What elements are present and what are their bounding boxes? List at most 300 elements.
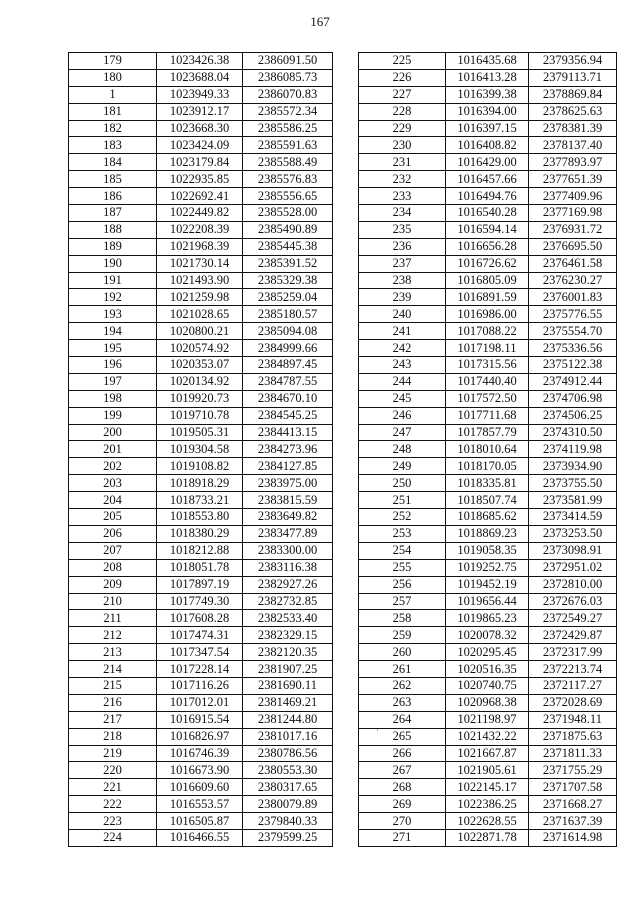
x-coordinate-cell: 1018051.78	[157, 559, 243, 576]
y-coordinate-cell: 2378625.63	[529, 103, 617, 120]
y-coordinate-cell: 2372951.02	[529, 559, 617, 576]
x-coordinate-cell: 1022935.85	[157, 171, 243, 188]
table-row	[359, 407, 617, 424]
y-coordinate-cell: 2381017.16	[243, 728, 333, 745]
y-coordinate-cell: 2372810.00	[529, 576, 617, 593]
y-coordinate-cell: 2375122.38	[529, 357, 617, 374]
point-number-cell: 267	[359, 762, 446, 779]
y-coordinate-cell: 2380079.89	[243, 796, 333, 813]
x-coordinate-cell: 1017012.01	[157, 694, 243, 711]
point-number-cell: 262	[359, 677, 446, 694]
x-coordinate-cell: 1016805.09	[446, 272, 529, 289]
x-coordinate-cell: 1023688.04	[157, 69, 243, 86]
x-coordinate-cell: 1022208.39	[157, 221, 243, 238]
table-row	[69, 711, 333, 728]
x-coordinate-cell: 1021667.87	[446, 745, 529, 762]
table-row	[69, 205, 333, 222]
y-coordinate-cell: 2371811.33	[529, 745, 617, 762]
y-coordinate-cell: 2379840.33	[243, 813, 333, 830]
point-number-cell: 244	[359, 373, 446, 390]
table-row	[359, 475, 617, 492]
x-coordinate-cell: 1016553.57	[157, 796, 243, 813]
x-coordinate-cell: 1023179.84	[157, 154, 243, 171]
table-row	[69, 103, 333, 120]
y-coordinate-cell: 2382533.40	[243, 610, 333, 627]
x-coordinate-cell: 1021259.98	[157, 289, 243, 306]
table-row	[359, 745, 617, 762]
y-coordinate-cell: 2383649.82	[243, 509, 333, 526]
y-coordinate-cell: 2385572.34	[243, 103, 333, 120]
y-coordinate-cell: 2372117.27	[529, 677, 617, 694]
point-number-cell: 251	[359, 492, 446, 509]
y-coordinate-cell: 2386070.83	[243, 86, 333, 103]
point-number-cell: 197	[69, 373, 157, 390]
point-number-cell: 249	[359, 458, 446, 475]
y-coordinate-cell: 2384127.85	[243, 458, 333, 475]
y-coordinate-cell: 2372028.69	[529, 694, 617, 711]
point-number-cell: 211	[69, 610, 157, 627]
y-coordinate-cell: 2383975.00	[243, 475, 333, 492]
y-coordinate-cell: 2373581.99	[529, 492, 617, 509]
y-coordinate-cell: 2383300.00	[243, 542, 333, 559]
x-coordinate-cell: 1016673.90	[157, 762, 243, 779]
y-coordinate-cell: 2385576.83	[243, 171, 333, 188]
table-row	[69, 779, 333, 796]
point-number-cell: 270	[359, 813, 446, 830]
table-row	[69, 221, 333, 238]
point-number-cell: 200	[69, 424, 157, 441]
table-row	[359, 525, 617, 542]
point-number-cell: 254	[359, 542, 446, 559]
y-coordinate-cell: 2376461.58	[529, 255, 617, 272]
x-coordinate-cell: 1016399.38	[446, 86, 529, 103]
point-number-cell: 235	[359, 221, 446, 238]
point-number-cell: 198	[69, 390, 157, 407]
point-number-cell: 184	[69, 154, 157, 171]
y-coordinate-cell: 2386085.73	[243, 69, 333, 86]
y-coordinate-cell: 2373414.59	[529, 509, 617, 526]
point-number-cell: 204	[69, 492, 157, 509]
point-number-cell: 245	[359, 390, 446, 407]
table-row	[359, 238, 617, 255]
y-coordinate-cell: 2376001.83	[529, 289, 617, 306]
table-row	[69, 120, 333, 137]
x-coordinate-cell: 1018380.29	[157, 525, 243, 542]
table-row	[69, 661, 333, 678]
x-coordinate-cell: 1021905.61	[446, 762, 529, 779]
x-coordinate-cell: 1019505.31	[157, 424, 243, 441]
point-number-cell: 225	[359, 53, 446, 70]
table-row	[359, 509, 617, 526]
x-coordinate-cell: 1023426.38	[157, 53, 243, 70]
x-coordinate-cell: 1022628.55	[446, 813, 529, 830]
x-coordinate-cell: 1023949.33	[157, 86, 243, 103]
y-coordinate-cell: 2385588.49	[243, 154, 333, 171]
point-number-cell: 218	[69, 728, 157, 745]
y-coordinate-cell: 2374119.98	[529, 441, 617, 458]
point-number-cell: 193	[69, 306, 157, 323]
x-coordinate-cell: 1017198.11	[446, 340, 529, 357]
table-row	[69, 644, 333, 661]
y-coordinate-cell: 2371614.98	[529, 829, 617, 846]
table-row	[359, 171, 617, 188]
table-row	[69, 53, 333, 70]
y-coordinate-cell: 2384413.15	[243, 424, 333, 441]
point-number-cell: 227	[359, 86, 446, 103]
y-coordinate-cell: 2384545.25	[243, 407, 333, 424]
x-coordinate-cell: 1016826.97	[157, 728, 243, 745]
table-row	[359, 340, 617, 357]
y-coordinate-cell: 2372429.87	[529, 627, 617, 644]
point-number-cell: 252	[359, 509, 446, 526]
y-coordinate-cell: 2385445.38	[243, 238, 333, 255]
table-row	[359, 779, 617, 796]
point-number-cell: 228	[359, 103, 446, 120]
point-number-cell: 268	[359, 779, 446, 796]
x-coordinate-cell: 1016435.68	[446, 53, 529, 70]
x-coordinate-cell: 1023912.17	[157, 103, 243, 120]
table-row	[359, 492, 617, 509]
point-number-cell: 222	[69, 796, 157, 813]
x-coordinate-cell: 1020574.92	[157, 340, 243, 357]
point-number-cell: 230	[359, 137, 446, 154]
table-row	[69, 137, 333, 154]
y-coordinate-cell: 2384670.10	[243, 390, 333, 407]
y-coordinate-cell: 2373934.90	[529, 458, 617, 475]
x-coordinate-cell: 1017572.50	[446, 390, 529, 407]
point-number-cell: 191	[69, 272, 157, 289]
point-number-cell: 243	[359, 357, 446, 374]
point-number-cell: 203	[69, 475, 157, 492]
x-coordinate-cell: 1022145.17	[446, 779, 529, 796]
point-number-cell: 260	[359, 644, 446, 661]
point-number-cell: 242	[359, 340, 446, 357]
x-coordinate-cell: 1019710.78	[157, 407, 243, 424]
y-coordinate-cell: 2375554.70	[529, 323, 617, 340]
table-row	[69, 306, 333, 323]
y-coordinate-cell: 2384787.55	[243, 373, 333, 390]
x-coordinate-cell: 1019656.44	[446, 593, 529, 610]
x-coordinate-cell: 1019452.19	[446, 576, 529, 593]
table-row	[69, 340, 333, 357]
table-row	[359, 373, 617, 390]
point-number-cell: 209	[69, 576, 157, 593]
y-coordinate-cell: 2385180.57	[243, 306, 333, 323]
y-coordinate-cell: 2385329.38	[243, 272, 333, 289]
point-number-cell: 195	[69, 340, 157, 357]
table-row	[359, 323, 617, 340]
table-row	[69, 593, 333, 610]
x-coordinate-cell: 1020134.92	[157, 373, 243, 390]
point-number-cell: 213	[69, 644, 157, 661]
y-coordinate-cell: 2375776.55	[529, 306, 617, 323]
point-number-cell: 189	[69, 238, 157, 255]
x-coordinate-cell: 1017088.22	[446, 323, 529, 340]
table-row	[69, 154, 333, 171]
point-number-cell: 238	[359, 272, 446, 289]
x-coordinate-cell: 1022386.25	[446, 796, 529, 813]
point-number-cell: 187	[69, 205, 157, 222]
table-row	[359, 644, 617, 661]
table-row	[69, 475, 333, 492]
x-coordinate-cell: 1020968.38	[446, 694, 529, 711]
table-row	[69, 69, 333, 86]
y-coordinate-cell: 2377409.96	[529, 188, 617, 205]
point-number-cell: 194	[69, 323, 157, 340]
y-coordinate-cell: 2376230.27	[529, 272, 617, 289]
x-coordinate-cell: 1018553.80	[157, 509, 243, 526]
point-number-cell: 231	[359, 154, 446, 171]
y-coordinate-cell: 2385259.04	[243, 289, 333, 306]
x-coordinate-cell: 1017347.54	[157, 644, 243, 661]
x-coordinate-cell: 1016413.28	[446, 69, 529, 86]
table-row	[359, 661, 617, 678]
x-coordinate-cell: 1018212.88	[157, 542, 243, 559]
y-coordinate-cell: 2371948.11	[529, 711, 617, 728]
y-coordinate-cell: 2377651.39	[529, 171, 617, 188]
stray-mark: ·	[376, 725, 379, 735]
y-coordinate-cell: 2373098.91	[529, 542, 617, 559]
x-coordinate-cell: 1018685.62	[446, 509, 529, 526]
point-number-cell: 257	[359, 593, 446, 610]
point-number-cell: 207	[69, 542, 157, 559]
table-row	[69, 357, 333, 374]
table-row	[69, 728, 333, 745]
y-coordinate-cell: 2374506.25	[529, 407, 617, 424]
point-number-cell: 226	[359, 69, 446, 86]
table-row	[359, 221, 617, 238]
y-coordinate-cell: 2384999.66	[243, 340, 333, 357]
y-coordinate-cell: 2373755.50	[529, 475, 617, 492]
x-coordinate-cell: 1020353.07	[157, 357, 243, 374]
x-coordinate-cell: 1022692.41	[157, 188, 243, 205]
point-number-cell: 266	[359, 745, 446, 762]
x-coordinate-cell: 1021432.22	[446, 728, 529, 745]
x-coordinate-cell: 1017440.40	[446, 373, 529, 390]
x-coordinate-cell: 1021028.65	[157, 306, 243, 323]
table-row	[69, 610, 333, 627]
x-coordinate-cell: 1016429.00	[446, 154, 529, 171]
point-number-cell: 182	[69, 120, 157, 137]
table-row	[69, 576, 333, 593]
x-coordinate-cell: 1016746.39	[157, 745, 243, 762]
table-row	[359, 711, 617, 728]
table-row	[69, 255, 333, 272]
table-row	[359, 441, 617, 458]
point-number-cell: 229	[359, 120, 446, 137]
point-number-cell: 259	[359, 627, 446, 644]
y-coordinate-cell: 2380553.30	[243, 762, 333, 779]
table-row	[69, 289, 333, 306]
x-coordinate-cell: 1018918.29	[157, 475, 243, 492]
table-row	[69, 407, 333, 424]
point-number-cell: 179	[69, 53, 157, 70]
y-coordinate-cell: 2373253.50	[529, 525, 617, 542]
y-coordinate-cell: 2383116.38	[243, 559, 333, 576]
y-coordinate-cell: 2382732.85	[243, 593, 333, 610]
y-coordinate-cell: 2372549.27	[529, 610, 617, 627]
table-row	[359, 796, 617, 813]
point-number-cell: 258	[359, 610, 446, 627]
x-coordinate-cell: 1017608.28	[157, 610, 243, 627]
x-coordinate-cell: 1020740.75	[446, 677, 529, 694]
x-coordinate-cell: 1016915.54	[157, 711, 243, 728]
table-row	[69, 796, 333, 813]
point-number-cell: 256	[359, 576, 446, 593]
point-number-cell: 223	[69, 813, 157, 830]
point-number-cell: 239	[359, 289, 446, 306]
point-number-cell: 220	[69, 762, 157, 779]
x-coordinate-cell: 1019865.23	[446, 610, 529, 627]
table-row	[359, 86, 617, 103]
table-row	[359, 813, 617, 830]
table-row	[359, 154, 617, 171]
x-coordinate-cell: 1017228.14	[157, 661, 243, 678]
y-coordinate-cell: 2379356.94	[529, 53, 617, 70]
x-coordinate-cell: 1020295.45	[446, 644, 529, 661]
point-number-cell: 181	[69, 103, 157, 120]
x-coordinate-cell: 1019252.75	[446, 559, 529, 576]
x-coordinate-cell: 1018733.21	[157, 492, 243, 509]
y-coordinate-cell: 2371755.29	[529, 762, 617, 779]
y-coordinate-cell: 2380317.65	[243, 779, 333, 796]
y-coordinate-cell: 2371668.27	[529, 796, 617, 813]
x-coordinate-cell: 1022871.78	[446, 829, 529, 846]
point-number-cell: 246	[359, 407, 446, 424]
table-row	[359, 255, 617, 272]
y-coordinate-cell: 2372213.74	[529, 661, 617, 678]
point-number-cell: 212	[69, 627, 157, 644]
x-coordinate-cell: 1018335.81	[446, 475, 529, 492]
y-coordinate-cell: 2374310.50	[529, 424, 617, 441]
x-coordinate-cell: 1016609.60	[157, 779, 243, 796]
y-coordinate-cell: 2385094.08	[243, 323, 333, 340]
point-number-cell: 263	[359, 694, 446, 711]
x-coordinate-cell: 1016594.14	[446, 221, 529, 238]
table-row	[359, 576, 617, 593]
x-coordinate-cell: 1023424.09	[157, 137, 243, 154]
point-number-cell: 234	[359, 205, 446, 222]
x-coordinate-cell: 1018010.64	[446, 441, 529, 458]
point-number-cell: 240	[359, 306, 446, 323]
table-row	[359, 69, 617, 86]
point-number-cell: 201	[69, 441, 157, 458]
x-coordinate-cell: 1017116.26	[157, 677, 243, 694]
table-row	[359, 762, 617, 779]
x-coordinate-cell: 1016466.55	[157, 829, 243, 846]
point-number-cell: 205	[69, 509, 157, 526]
y-coordinate-cell: 2383477.89	[243, 525, 333, 542]
y-coordinate-cell: 2384897.45	[243, 357, 333, 374]
point-number-cell: 192	[69, 289, 157, 306]
y-coordinate-cell: 2385490.89	[243, 221, 333, 238]
table-row	[69, 829, 333, 846]
point-number-cell: 210	[69, 593, 157, 610]
point-number-cell: 214	[69, 661, 157, 678]
point-number-cell: 202	[69, 458, 157, 475]
table-row	[359, 728, 617, 745]
coordinate-table-right	[358, 52, 617, 847]
table-row	[69, 424, 333, 441]
y-coordinate-cell: 2385591.63	[243, 137, 333, 154]
page-number: 167	[310, 14, 330, 29]
point-number-cell: 215	[69, 677, 157, 694]
table-row	[69, 272, 333, 289]
x-coordinate-cell: 1020078.32	[446, 627, 529, 644]
table-row	[359, 458, 617, 475]
x-coordinate-cell: 1021968.39	[157, 238, 243, 255]
x-coordinate-cell: 1016397.15	[446, 120, 529, 137]
x-coordinate-cell: 1017897.19	[157, 576, 243, 593]
table-row	[359, 829, 617, 846]
x-coordinate-cell: 1016656.28	[446, 238, 529, 255]
point-number-cell: 208	[69, 559, 157, 576]
y-coordinate-cell: 2382927.26	[243, 576, 333, 593]
y-coordinate-cell: 2380786.56	[243, 745, 333, 762]
table-row	[69, 762, 333, 779]
x-coordinate-cell: 1021493.90	[157, 272, 243, 289]
y-coordinate-cell: 2378381.39	[529, 120, 617, 137]
table-row	[69, 677, 333, 694]
point-number-cell: 219	[69, 745, 157, 762]
x-coordinate-cell: 1022449.82	[157, 205, 243, 222]
y-coordinate-cell: 2378869.84	[529, 86, 617, 103]
y-coordinate-cell: 2375336.56	[529, 340, 617, 357]
point-number-cell: 255	[359, 559, 446, 576]
y-coordinate-cell: 2374706.98	[529, 390, 617, 407]
x-coordinate-cell: 1017749.30	[157, 593, 243, 610]
x-coordinate-cell: 1016457.66	[446, 171, 529, 188]
y-coordinate-cell: 2382329.15	[243, 627, 333, 644]
y-coordinate-cell: 2371637.39	[529, 813, 617, 830]
y-coordinate-cell: 2376931.72	[529, 221, 617, 238]
table-row	[69, 441, 333, 458]
point-number-cell: 253	[359, 525, 446, 542]
table-row	[69, 323, 333, 340]
table-row	[359, 677, 617, 694]
x-coordinate-cell: 1016394.00	[446, 103, 529, 120]
table-row	[359, 559, 617, 576]
point-number-cell: 247	[359, 424, 446, 441]
table-row	[69, 238, 333, 255]
point-number-cell: 236	[359, 238, 446, 255]
x-coordinate-cell: 1019058.35	[446, 542, 529, 559]
y-coordinate-cell: 2381469.21	[243, 694, 333, 711]
table-row	[359, 103, 617, 120]
table-row	[359, 627, 617, 644]
point-number-cell: 185	[69, 171, 157, 188]
y-coordinate-cell: 2377893.97	[529, 154, 617, 171]
table-row	[359, 306, 617, 323]
y-coordinate-cell: 2372317.99	[529, 644, 617, 661]
y-coordinate-cell: 2376695.50	[529, 238, 617, 255]
table-row	[359, 137, 617, 154]
table-row	[359, 53, 617, 70]
point-number-cell: 232	[359, 171, 446, 188]
point-number-cell: 241	[359, 323, 446, 340]
x-coordinate-cell: 1016540.28	[446, 205, 529, 222]
point-number-cell: 269	[359, 796, 446, 813]
y-coordinate-cell: 2379113.71	[529, 69, 617, 86]
table-row	[69, 525, 333, 542]
table-row	[359, 120, 617, 137]
y-coordinate-cell: 2371875.63	[529, 728, 617, 745]
y-coordinate-cell: 2377169.98	[529, 205, 617, 222]
point-number-cell: 265	[359, 728, 446, 745]
point-number-cell: 221	[69, 779, 157, 796]
table-row	[359, 610, 617, 627]
table-row	[69, 559, 333, 576]
